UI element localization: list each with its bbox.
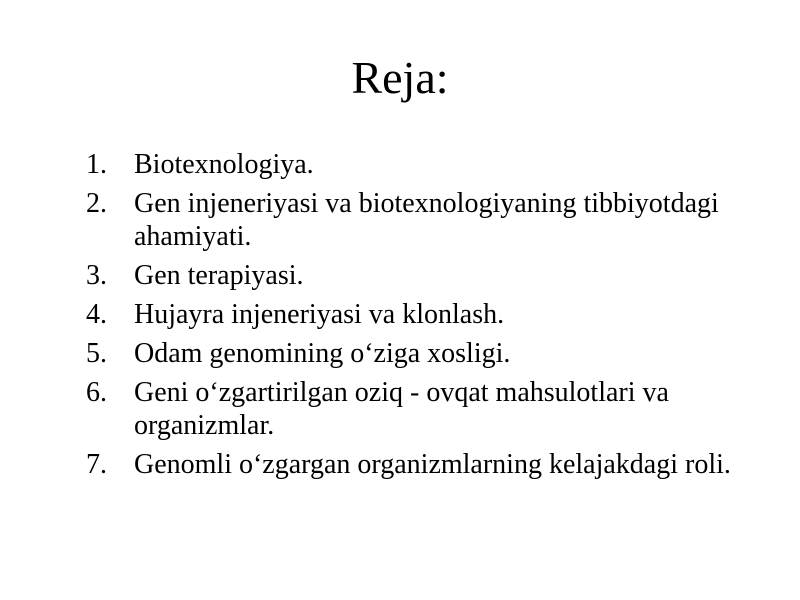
list-item	[86, 298, 736, 331]
list-item-text: Gen terapiyasi.	[134, 260, 304, 291]
list-item	[86, 259, 736, 292]
list-item-text: Hujayra injeneriyasi va klonlash.	[134, 299, 505, 330]
list-item-text: Genomli o‘zgargan organizmlarning kelajakdagi roli.	[134, 449, 731, 480]
list-item-text: Biotexnologiya.	[134, 149, 314, 180]
list-item-text: Gen injeneriyasi va biotexnologiyaning tibbiyotdagi ahamiyati.	[134, 188, 719, 252]
list-item	[86, 337, 736, 370]
list-item	[86, 376, 736, 442]
list-item	[86, 187, 736, 253]
list-item-text: Odam genomining o‘ziga xosligi.	[134, 338, 511, 369]
agenda-list	[86, 148, 736, 487]
list-item-number: 3.	[86, 260, 107, 291]
slide-title: Reja:	[351, 52, 449, 103]
list-item-number: 2.	[86, 188, 107, 219]
list-item-number: 4.	[86, 299, 107, 330]
list-item	[86, 448, 736, 481]
list-item-number: 6.	[86, 377, 107, 408]
list-item-text: Geni o‘zgartirilgan oziq - ovqat mahsulotlari va organizmlar.	[134, 377, 669, 441]
list-item	[86, 148, 736, 181]
list-item-number: 5.	[86, 338, 107, 369]
list-item-number: 7.	[86, 449, 107, 480]
list-item-number: 1.	[86, 149, 107, 180]
